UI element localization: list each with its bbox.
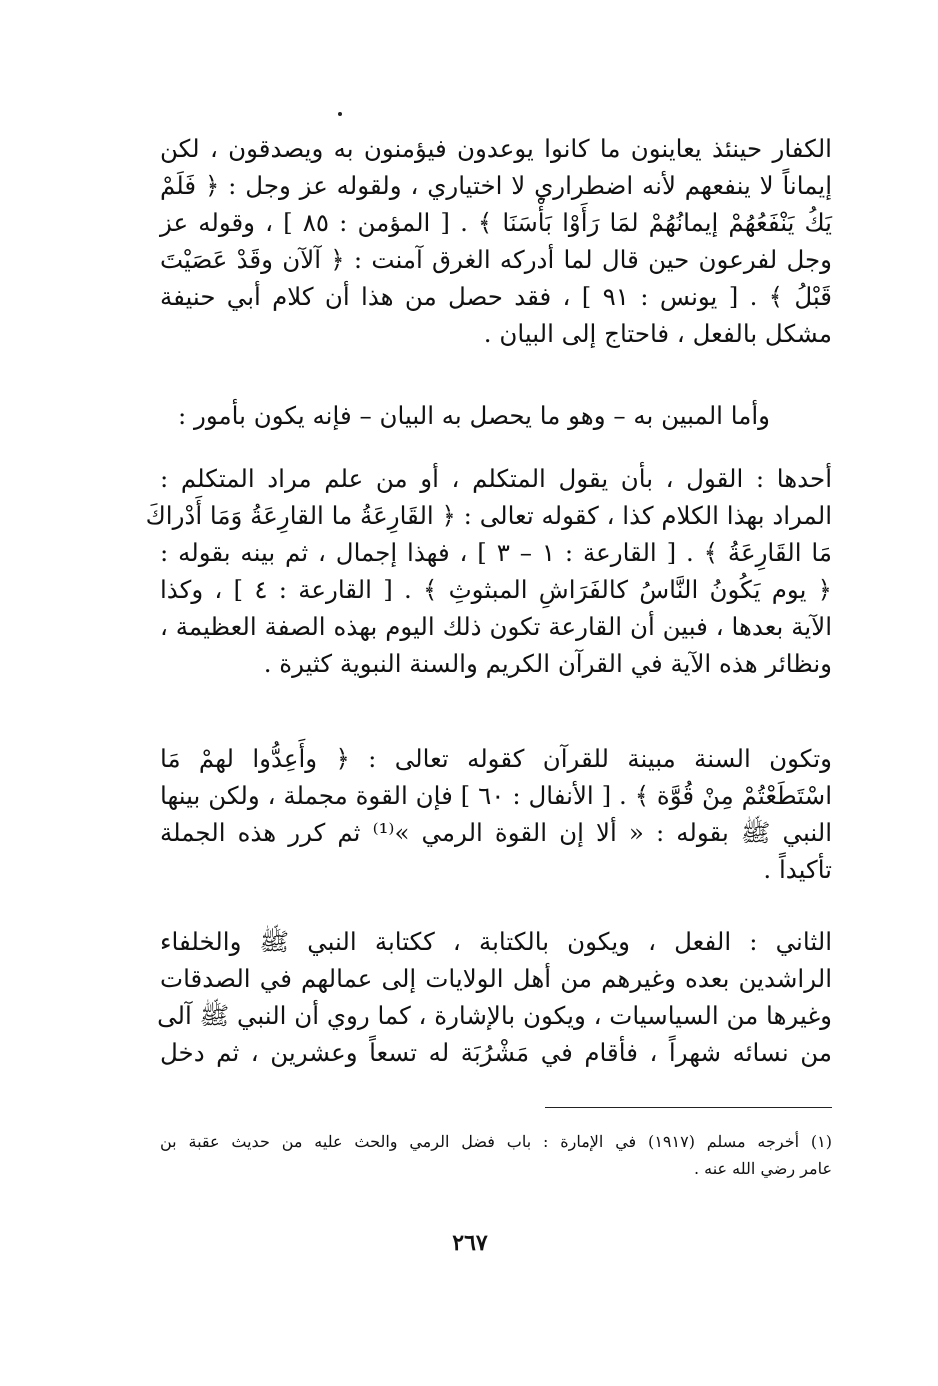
footnote-line: عامر رضي الله عنه . — [693, 1159, 832, 1178]
text-line: الآية بعدها ، فبين أن القارعة تكون ذلك اليوم بهذه الصفة العظيمة ، — [160, 612, 832, 641]
text-line: وجل لفرعون حين قال لما أدركه الغرق آمنت : ﴿ آلآن وقَدْ عَصَيْتَ — [160, 245, 832, 274]
text-line: وتكون السنة مبينة للقرآن كقوله تعالى : ﴿ وأَعِدُّوا لهمْ مَا — [160, 744, 832, 773]
text-line: قَبْلُ ﴾ . [ يونس : ٩١ ] ، فقد حصل من هذا أن كلام أبي حنيفة — [160, 282, 832, 311]
text-line: اسْتَطَعْتُمْ مِنْ قُوَّة ﴾ . [ الأنفال : ٦٠ ] فإن القوة مجملة ، ولكن بينها — [160, 781, 832, 810]
text-line: الراشدين بعده وغيرهم من أهل الولايات إلى عمالهم في الصدقات — [160, 964, 832, 993]
paragraph-5 — [157, 923, 832, 1071]
text-line: إيماناً لا ينفعهم لأنه اضطراري لا اختياري ، ولقوله عز وجل : ﴿ فَلَمْ — [160, 171, 832, 200]
text-line: الثاني : الفعل ، ويكون بالكتابة ، ككتابة النبي ﷺ والخلفاء — [160, 927, 832, 956]
text-line: وأما المبين به – وهو ما يحصل به البيان – فإنه يكون بأمور : — [178, 401, 770, 430]
header-dot — [338, 112, 342, 116]
text-line: الكفار حينئذ يعاينون ما كانوا يوعدون فيؤمنون به ويصدقون ، لكن — [160, 134, 832, 163]
text-line: النبي ﷺ بقوله : « ألا إن القوة الرمي »⁽¹⁾ ثم كرر هذه الجملة — [160, 818, 832, 847]
text-line: مشكل بالفعل ، فاحتاج إلى البيان . — [483, 319, 832, 348]
text-line: يَكُ يَنْفَعُهُمْ إيمانُهُمْ لمَا رَأَوْا بَأْسَنَا ﴾ . [ المؤمن : ٨٥ ] ، وقوله عز — [160, 208, 832, 237]
text-line: ونظائر هذه الآية في القرآن الكريم والسنة النبوية كثيرة . — [263, 649, 832, 678]
text-line: ﴿ يوم يَكُونُ النَّاسُ كالفَرَاشِ المبثوثِ ﴾ . [ القارعة : ٤ ] ، وكذا — [160, 575, 832, 604]
paragraph-3 — [145, 460, 832, 682]
paragraph-1 — [160, 130, 832, 352]
text-line: وغيرها من السياسيات ، ويكون بالإشارة ، كما روي أن النبي ﷺ آلى — [157, 1001, 832, 1030]
text-line: أحدها : القول ، بأن يقول المتكلم ، أو من علم مراد المتكلم : — [160, 464, 832, 493]
text-line: تأكيداً . — [763, 855, 832, 884]
text-line: المراد بهذا الكلام كذا ، كقوله تعالى : ﴿ القَارِعَةُ ما القارِعَةُ وَمَا أَدْراكَ — [145, 501, 832, 530]
paragraph-4 — [160, 740, 832, 888]
footnote-separator — [545, 1107, 832, 1108]
page-number: ٢٦٧ — [452, 1230, 488, 1256]
footnote — [160, 1128, 832, 1182]
text-line: من نسائه شهراً ، فأقام في مَشْرُبَة له تسعاً وعشرين ، ثم دخل — [160, 1038, 832, 1067]
footnote-line: (١) أخرجه مسلم (١٩١٧) في الإمارة : باب فضل الرمي والحث عليه من حديث عقبة بن — [160, 1132, 833, 1151]
paragraph-2 — [160, 397, 832, 434]
text-line: مَا القَارِعَةُ ﴾ . [ القارعة : ١ – ٣ ] ، فهذا إجمال ، ثم بينه بقوله : — [160, 538, 832, 567]
